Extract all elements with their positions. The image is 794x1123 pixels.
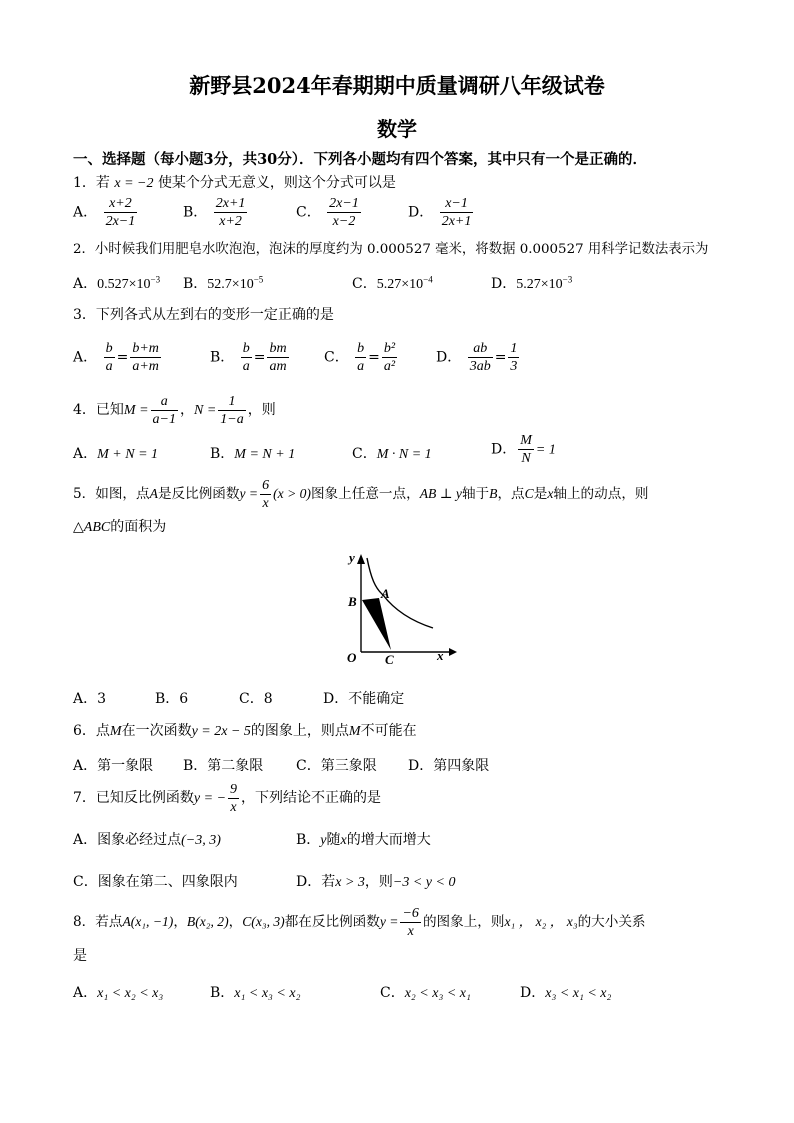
q5-stem — [73, 476, 649, 512]
numerator: x+2 — [104, 195, 138, 213]
option-expr: M + N = 1 — [97, 447, 159, 462]
option-exponent: −5 — [253, 274, 264, 285]
q5-option-b — [155, 688, 188, 708]
option-label: D． — [323, 691, 349, 707]
option-base: 5.27×10 — [516, 277, 563, 292]
q8-point-c: C(x₃, 3) — [242, 914, 285, 929]
section-heading: 一、选择题（每小题3分，共30分）．下列各小题均有四个答案，其中只有一个是正确的． — [73, 151, 648, 168]
numerator: 9 — [230, 781, 238, 797]
denominator: x — [262, 496, 269, 511]
fraction — [218, 393, 245, 428]
option-text: 3 — [97, 691, 107, 707]
option-label: B． — [210, 985, 235, 1001]
fraction — [130, 340, 161, 375]
denominator: 3ab — [469, 359, 491, 374]
q5-axis: x — [547, 486, 554, 501]
option-text: 随 — [326, 832, 341, 848]
q3-option-b: B． $\frac{b}{a}$ = $\frac{bm}{am}$ — [210, 341, 287, 374]
denominator: x — [407, 924, 414, 939]
q6-option-d — [408, 755, 489, 775]
q5-text: 5．如图，点 — [73, 486, 150, 502]
option-text: ，则 — [364, 874, 393, 890]
option-exponent: −4 — [423, 274, 433, 285]
fraction — [104, 195, 138, 230]
numerator: ab — [468, 340, 493, 358]
option-var: y — [320, 833, 327, 848]
q8-option-d — [520, 982, 611, 1002]
option-label: D． — [408, 758, 434, 774]
label-x: x — [437, 648, 444, 663]
fraction — [267, 340, 288, 375]
q6-func: y = 2x − 5 — [191, 724, 251, 739]
q8-point-b: B(x₂, 2) — [186, 914, 229, 929]
numerator: 6 — [262, 478, 270, 493]
triangle-symbol: △ — [73, 519, 84, 535]
q1-option-c — [296, 195, 363, 230]
option-cond: x > 3 — [335, 875, 365, 890]
denominator: x+2 — [219, 214, 242, 229]
option-var: x — [340, 833, 347, 848]
option-expr: M · N = 1 — [376, 447, 432, 462]
q5-point: B — [489, 486, 498, 501]
option-label: A． — [73, 204, 98, 221]
fraction — [228, 781, 239, 816]
option-label: A． — [73, 691, 98, 707]
q7-option-b — [296, 829, 431, 849]
q5-perp: AB ⊥ y — [419, 486, 462, 501]
q4-separator: ， — [179, 402, 194, 418]
denominator: a — [105, 359, 113, 374]
option-label: C． — [380, 985, 405, 1001]
q8-option-b — [210, 982, 300, 1002]
q2-stem: 2．小时候我们用肥皂水吹泡泡，泡沫的厚度约为 0.000527 毫米，将数据 0.000527 用科学记数法表示为 — [73, 242, 709, 257]
q2-option-b — [183, 273, 263, 293]
q4-text-b: ，则 — [247, 402, 276, 418]
fraction — [151, 393, 178, 428]
fraction — [400, 905, 420, 940]
q1-condition: x = −2 — [114, 176, 154, 191]
q3-option-c: C． $\frac{b}{a}$ = $\frac{\text{b²}}{\text{a²}}$ — [324, 341, 396, 374]
q5-func-cond: (x > 0) — [273, 486, 311, 501]
q8-stem-line2: 是 — [73, 948, 87, 964]
x-axis-arrow — [449, 648, 457, 656]
option-label: A． — [73, 985, 98, 1001]
q8-stem — [73, 904, 646, 940]
q5-text: 的面积为 — [110, 519, 167, 535]
denominator: a — [357, 359, 365, 374]
fraction — [508, 340, 519, 375]
option-label: A． — [73, 349, 98, 366]
triangle-abc — [362, 598, 391, 650]
fraction — [260, 477, 271, 512]
q4-text-a: 4．已知 — [73, 402, 124, 418]
option-label: D． — [491, 441, 517, 458]
q5-option-a — [73, 688, 106, 708]
fraction — [241, 340, 252, 375]
label-a: A — [381, 586, 390, 601]
q3-stem: 3．下列各式从左到右的变形一定正确的是 — [73, 307, 334, 323]
q7-option-d — [296, 871, 455, 891]
q7-func-lhs: y = − — [193, 791, 227, 806]
option-text: 第三象限 — [320, 758, 377, 774]
numerator: b+m — [132, 341, 159, 356]
q4-option-d — [491, 432, 556, 467]
denominator: a² — [383, 359, 396, 374]
q2-option-a — [73, 273, 160, 293]
q8-text: 的大小关系 — [577, 914, 646, 930]
label-o: O — [347, 650, 357, 665]
numerator: b — [242, 341, 250, 356]
option-text: 6 — [179, 691, 189, 707]
q8-text: 的图象上，则 — [422, 914, 505, 930]
q5-triangle: ABC — [83, 520, 111, 535]
q5-text: 轴上的动点，则 — [553, 486, 649, 502]
denominator: x — [230, 799, 237, 815]
q8-text: 都在反比例函数 — [284, 914, 380, 930]
numerator: a — [151, 393, 178, 411]
denominator: 3 — [510, 359, 518, 374]
q1-option-a — [73, 195, 139, 230]
option-text: D．若 — [296, 874, 336, 890]
denominator: N — [521, 451, 531, 466]
option-label: C． — [324, 349, 349, 366]
option-label: C． — [296, 758, 321, 774]
q1-text-a: 1．若 — [73, 175, 110, 191]
q6-text: 不可能在 — [360, 723, 417, 739]
q2-option-d — [491, 273, 572, 293]
q6-option-c — [296, 755, 377, 775]
q3-option-a: A． $\frac{b}{a}$ = $\frac{b+m}{a+m}$ — [73, 341, 159, 374]
option-base: 5.27×10 — [376, 277, 424, 292]
q7-option-a — [73, 829, 221, 849]
option-text: 第二象限 — [207, 758, 264, 774]
option-label: C． — [239, 691, 264, 707]
q6-text: 在一次函数 — [121, 723, 192, 739]
option-label: B． — [210, 446, 235, 462]
option-text: 第一象限 — [97, 758, 154, 774]
option-text: A．图象必经过点 — [73, 832, 182, 848]
denominator: a+m — [132, 359, 159, 374]
option-label: D． — [520, 985, 546, 1001]
fraction — [104, 340, 115, 375]
q6-option-b — [183, 755, 263, 775]
option-exponent: −3 — [562, 274, 573, 285]
q8-func-lhs: y = — [379, 914, 399, 929]
option-text: 第四象限 — [433, 758, 490, 774]
denominator: x−2 — [332, 214, 356, 229]
q8-option-c — [380, 982, 471, 1002]
option-label: D． — [491, 276, 517, 292]
q7-text: 7．已知反比例函数 — [73, 790, 194, 806]
q5-figure — [333, 548, 463, 670]
option-label: B． — [296, 832, 321, 848]
q1-option-b — [183, 195, 249, 230]
q6-option-a — [73, 755, 153, 775]
numerator: 1 — [218, 393, 245, 411]
numerator: 2x+1 — [215, 196, 246, 211]
numerator: M — [520, 433, 532, 448]
q5-text: ，点 — [497, 486, 525, 502]
q8-option-a — [73, 982, 163, 1002]
option-label: D． — [436, 349, 462, 366]
q4-option-c — [352, 443, 432, 463]
option-label: B． — [183, 276, 208, 292]
fraction — [327, 195, 361, 230]
q5-text: 图象上任意一点， — [310, 486, 420, 502]
q1-stem — [73, 173, 396, 194]
subject-title: 数学 — [377, 117, 417, 141]
option-text: x₁ < x₃ < x₂ — [234, 986, 301, 1001]
q1-option-d — [408, 195, 475, 230]
option-text: 不能确定 — [348, 691, 405, 707]
q5-point: C — [524, 486, 534, 501]
fraction — [518, 432, 534, 467]
q6-text: 的图象上，则点 — [250, 723, 349, 739]
q2-option-c — [352, 273, 433, 293]
option-label: D． — [408, 204, 434, 221]
q1-text-b: 使某个分式无意义，则这个分式可以是 — [157, 175, 396, 191]
option-result: −3 < y < 0 — [392, 875, 456, 890]
option-label: A． — [73, 758, 98, 774]
q7-stem — [73, 780, 381, 817]
option-label: B． — [210, 349, 235, 366]
q6-point: M — [109, 724, 122, 739]
exam-title: 新野县2024年春期期中质量调研八年级试卷 — [189, 73, 605, 98]
option-text: x₁ < x₂ < x₃ — [97, 986, 164, 1001]
q8-sep: ， — [228, 914, 243, 930]
q4-m-lhs: M = — [123, 403, 149, 418]
numerator: 2x−1 — [329, 196, 359, 211]
q4-n-lhs: N = — [193, 403, 217, 418]
option-point: (−3, 3) — [181, 833, 221, 848]
q8-text: 8．若点 — [73, 914, 123, 930]
q5-text: 是反比例函数 — [157, 486, 240, 502]
q4-option-a — [73, 443, 158, 463]
label-b: B — [348, 594, 357, 609]
option-rhs: = 1 — [535, 442, 556, 458]
q4-stem — [73, 392, 276, 429]
option-base: 0.527×10 — [97, 277, 151, 292]
fraction — [355, 340, 366, 375]
q5-option-d — [323, 688, 404, 708]
q8-point-a: A(x₁, −1) — [122, 914, 174, 929]
option-label: B． — [155, 691, 180, 707]
option-label: C． — [352, 276, 377, 292]
numerator: x−1 — [440, 195, 474, 213]
option-text: x₂ < x₃ < x₁ — [404, 986, 471, 1001]
fraction — [382, 340, 397, 375]
option-label: B． — [183, 758, 208, 774]
option-label: A． — [73, 446, 98, 462]
denominator: 2x+1 — [441, 214, 472, 229]
y-axis-arrow — [357, 554, 365, 564]
q6-stem — [73, 721, 417, 742]
numerator: bm — [269, 341, 287, 356]
fraction — [468, 340, 493, 375]
q5-option-c — [239, 688, 273, 708]
q3-option-d: D． $\frac{ab}{3ab}$ = $\frac{1}{3}$ — [436, 341, 518, 374]
option-text: 的增大而增大 — [346, 832, 431, 848]
q7-option-c: C．图象在第二、四象限内 — [73, 874, 238, 890]
option-label: A． — [73, 276, 98, 292]
option-text: 8 — [263, 691, 273, 707]
fraction — [440, 195, 474, 230]
option-exponent: −3 — [150, 274, 161, 285]
denominator: 2x−1 — [105, 214, 136, 229]
denominator: a−1 — [152, 411, 176, 427]
q5-text: 轴于 — [461, 486, 490, 502]
q7-text: ，下列结论不正确的是 — [241, 790, 382, 806]
denominator: am — [269, 359, 287, 374]
option-label: C． — [296, 204, 321, 221]
q8-sep: ， — [173, 914, 187, 930]
q6-text: 6．点 — [73, 723, 110, 739]
denominator: 1−a — [220, 411, 244, 427]
option-label: C． — [352, 446, 377, 462]
fraction — [214, 195, 248, 230]
numerator: −6 — [402, 906, 419, 921]
option-label: B． — [183, 204, 208, 221]
q5-text: 是 — [533, 486, 548, 502]
label-c: C — [385, 652, 394, 667]
numerator: b — [105, 341, 113, 356]
q6-point: M — [348, 724, 361, 739]
q5-point: A — [149, 486, 158, 501]
numerator: b² — [383, 341, 396, 356]
q5-func-lhs: y = — [239, 486, 259, 501]
option-base: 52.7×10 — [207, 277, 254, 292]
q8-vars: x₁ ， x₂ ， x₃ — [504, 914, 578, 929]
q4-option-b — [210, 443, 295, 463]
numerator: 1 — [510, 341, 518, 356]
option-text: x₃ < x₁ < x₂ — [545, 986, 612, 1001]
numerator: b — [357, 341, 365, 356]
denominator: a — [242, 359, 250, 374]
q5-stem-line2 — [73, 517, 166, 538]
option-expr: M = N + 1 — [234, 447, 296, 462]
label-y: y — [349, 550, 355, 565]
